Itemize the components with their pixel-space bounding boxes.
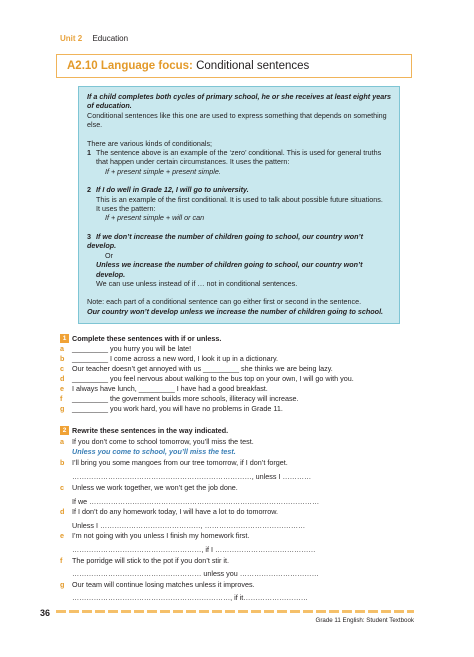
intro-text: Conditional sentences like this one are used to express something that depends on something else.: [87, 110, 387, 130]
footer-divider: [56, 610, 414, 613]
section-title-box: [56, 54, 412, 78]
exercise-1-heading: [60, 334, 440, 344]
list-item: c Unless we work together, we won’t get the job done.: [60, 482, 238, 492]
exercise-1-badge: 1: [60, 334, 69, 343]
list-item: f _________ the government builds more schools, illiteracy will increase.: [60, 394, 299, 403]
intro-example: If a child completes both cycles of primary school, he or she receives at least eight years of education.: [87, 92, 391, 111]
list-item: d _________ you feel nervous about walking to the bus top on your own, I will go with you.: [60, 374, 354, 383]
list-item: b _________ I come across a new word, I look it up in a dictionary.: [60, 354, 279, 363]
exercise-2-instruction: Rewrite these sentences in the way indicated.: [72, 426, 229, 435]
list-item: g Our team will continue losing matches unless it improves.: [60, 579, 255, 589]
point-2: 2 If I do well in Grade 12, I will go to university.: [87, 185, 249, 195]
list-item: f The porridge will stick to the pot if you don’t stir it.: [60, 555, 229, 565]
list-item: c Our teacher doesn’t get annoyed with us _________ she thinks we are being lazy.: [60, 364, 333, 373]
point-2-text: This is an example of the first conditional. It is used to talk about possible future situations.: [96, 194, 383, 204]
list-item: e I’m not going with you unless I finish my homework first.: [60, 531, 250, 541]
point-2-cont: It uses the pattern:: [96, 204, 156, 214]
answer-line: If we ……………………………………………………………………………………: [72, 496, 320, 506]
answer-line: …………………………………………………………………, unless I …………: [72, 472, 312, 482]
list-item: b I’ll bring you some mangoes from our tree tomorrow, if I don’t forget.: [60, 457, 288, 467]
section-label: Education: [92, 34, 129, 43]
list-item: d If I don’t do any homework today, I will have a lot to do tomorrow.: [60, 507, 279, 517]
point-1-cont: that happen under certain circumstances. It uses the pattern:: [96, 157, 290, 167]
answer-line: ……………………………………………… unless you ……………………………: [72, 569, 319, 579]
answer-line: ………………………………………………, if I ……………………………………: [72, 544, 316, 554]
point-3-or: Or: [105, 250, 113, 260]
footer-book-title: Grade 11 English: Student Textbook: [315, 617, 414, 624]
language-focus-panel: [78, 86, 400, 324]
point-2-pattern: If + present simple + will or can: [105, 213, 205, 223]
exercise-2: [60, 426, 440, 604]
unit-label: Unit 2: [60, 34, 83, 43]
exercise-1-instruction: Complete these sentences with if or unless.: [72, 334, 222, 343]
answer-line: Unless I ……………………………………, ……………………………………: [72, 520, 306, 530]
title-label: A2.10 Language focus:: [67, 60, 193, 72]
page-number: 36: [40, 608, 51, 618]
exercise-1: [60, 334, 440, 414]
point-3-note: We can use unless instead of if … not in conditional sentences.: [96, 278, 298, 288]
point-3-alt: Unless we increase the number of children going to school, our country won’t develop.: [96, 260, 363, 279]
example-answer: Unless you come to school, you’ll miss the test.: [72, 447, 236, 457]
title-subtitle: Conditional sentences: [196, 60, 310, 72]
exercise-2-badge: 2: [60, 426, 69, 435]
section-title: [67, 60, 309, 72]
point-1: 1 The sentence above is an example of the ‘zero’ conditional. This is used for general truths: [87, 148, 382, 158]
answer-line: …………………………………………………………, if it………………………: [72, 593, 308, 603]
list-item: e I always have lunch, _________ I have had a good breakfast.: [60, 384, 268, 393]
list-item: g _________ you work hard, you will have no problems in Grade 11.: [60, 404, 283, 413]
list-item: a _________ you hurry you will be late!: [60, 344, 192, 353]
kinds-text: There are various kinds of conditionals;: [87, 138, 213, 148]
point-1-pattern: If + present simple + present simple.: [105, 166, 221, 176]
list-item: a If you don’t come to school tomorrow, you’ll miss the test.: [60, 436, 254, 446]
page-header: [60, 34, 128, 43]
note-example: Our country won’t develop unless we increase the number of children going to school.: [87, 306, 384, 316]
note-text: Note: each part of a conditional sentence can go either first or second in the sentence.: [87, 297, 362, 307]
point-3: 3 If we don’t increase the number of children going to school, our country won’t develop.: [87, 231, 364, 251]
exercise-2-heading: [60, 426, 440, 437]
